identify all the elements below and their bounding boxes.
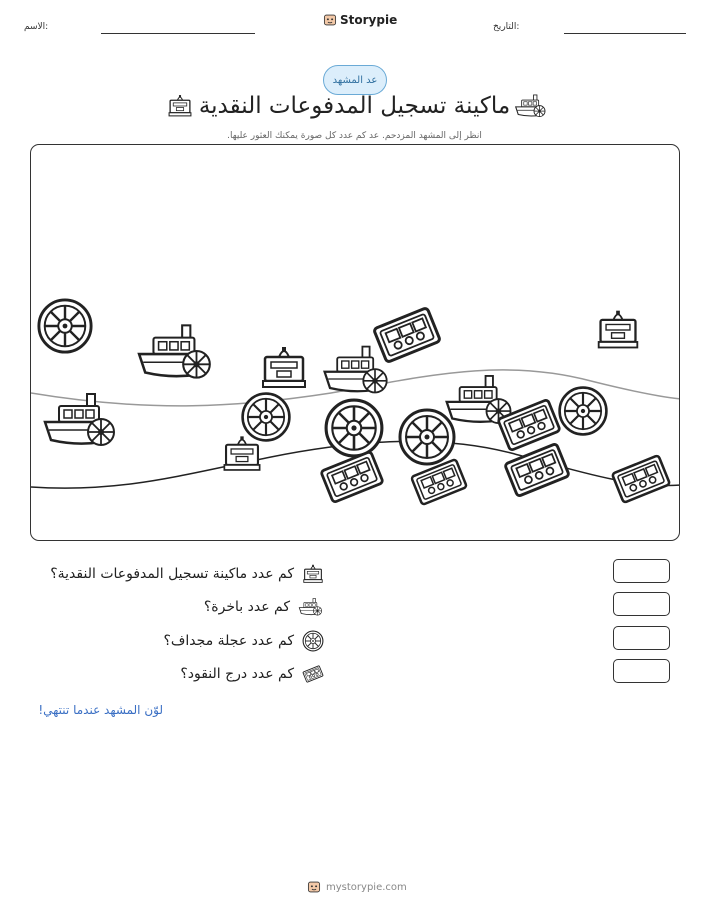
paddle-wheel [39,300,91,352]
cash-register [224,436,259,470]
question-paddle-wheel [163,629,324,653]
instructions: انظر إلى المشهد المزدحم. عد كم عدد كل صورة يمكنك العثور عليها. [227,131,482,141]
cash-drawer [411,459,467,505]
answer-box-cash-drawer[interactable] [613,659,670,683]
name-label: الاسم: [24,22,49,32]
question-cash-register [50,562,324,586]
counting-scene [30,144,680,541]
steamboat-icon [298,596,324,618]
question-text: كم عدد ماكينة تسجيل المدفوعات النقدية؟ [50,566,294,582]
brand-name: Storypie [340,13,398,27]
cash-drawer [505,443,570,496]
cash-drawer [612,455,670,503]
footer [307,880,407,894]
brand-logo [323,13,397,27]
answer-box-cash-register[interactable] [613,559,670,583]
date-field[interactable] [564,33,686,34]
paddle-wheel [560,388,607,435]
steamboat [139,325,210,377]
color-instruction: لوّن المشهد عندما تنتهي! [38,703,163,717]
name-field[interactable] [101,33,255,34]
storypie-mascot-icon [307,880,321,894]
question-steamboat [204,595,324,619]
cash-drawer [321,451,383,502]
paddle-wheel [243,394,290,441]
paddle-wheel [326,400,382,456]
steamboat [447,376,511,423]
steamboat [325,347,387,393]
cash-register [263,347,305,387]
badge-label: عد المشهد [332,74,378,86]
scene-drawing [31,145,680,541]
answer-box-paddle-wheel[interactable] [613,626,670,650]
question-text: كم عدد درج النقود؟ [180,666,294,682]
storypie-mascot-icon [323,13,337,27]
answer-box-steamboat[interactable] [613,592,670,616]
footer-url: mystorypie.com [326,881,407,893]
cash-drawer-icon [302,663,324,685]
scene-count-badge [323,65,387,95]
date-label: التاريخ: [493,22,520,32]
question-text: كم عدد عجلة مجداف؟ [163,633,294,649]
cash-register-icon [302,563,324,585]
question-cash-drawer [180,662,324,686]
page-title: ماكينة تسجيل المدفوعات النقدية [198,93,511,119]
cash-register [599,311,638,348]
cash-drawer [374,308,441,363]
question-text: كم عدد باخرة؟ [203,599,290,615]
paddle-wheel [400,410,454,464]
paddle-wheel-icon [302,630,324,652]
